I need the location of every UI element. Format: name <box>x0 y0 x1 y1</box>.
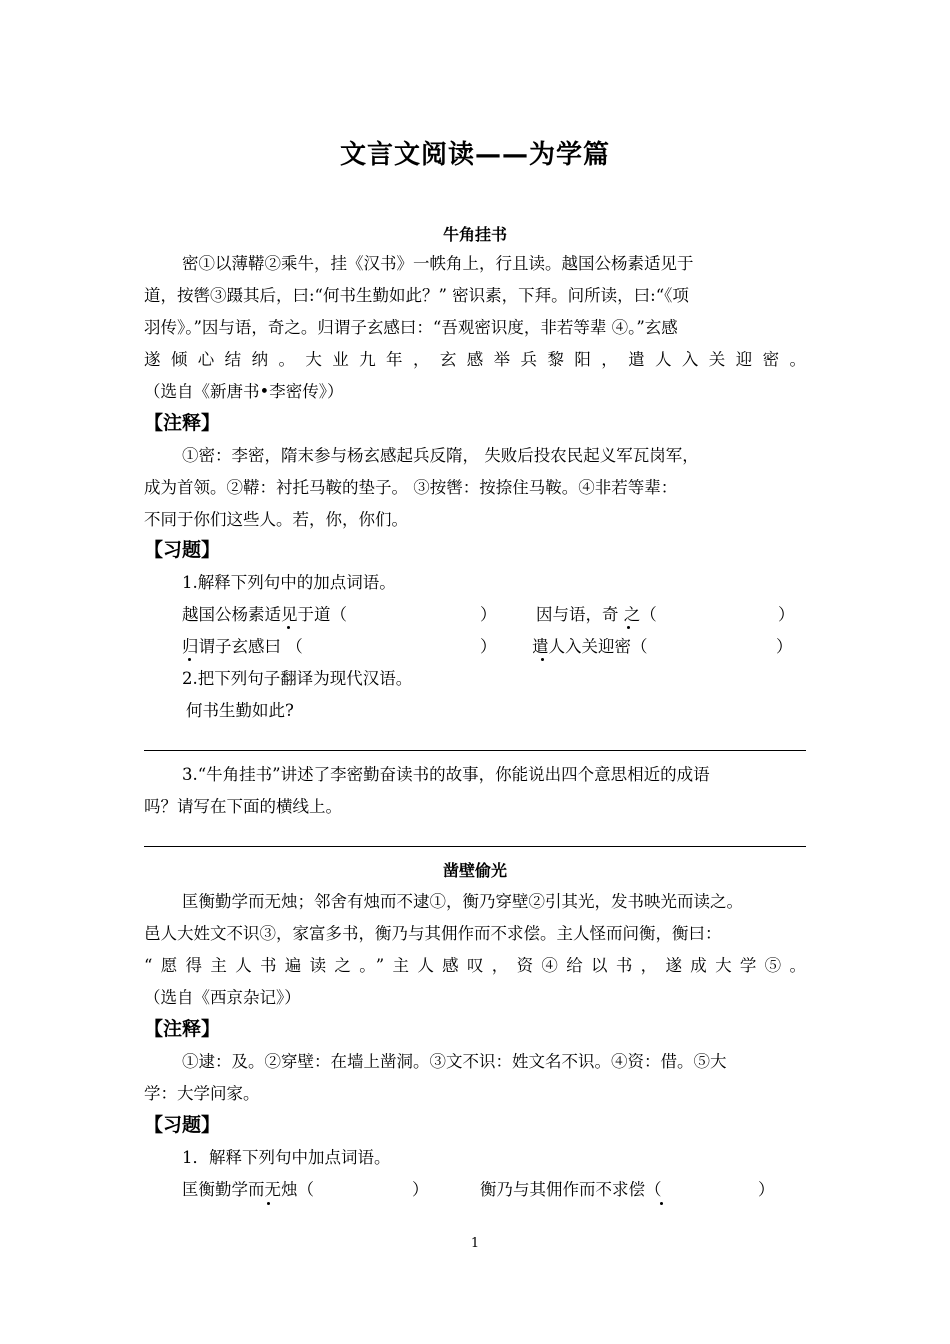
exercise-heading: 【习题】 <box>144 539 221 561</box>
question-1: 1.解释下列句中的加点词语。 <box>182 573 396 592</box>
exercise-heading: 【习题】 <box>144 1114 221 1136</box>
section-title-zaobitouguang: 凿壁偷光 <box>442 861 507 880</box>
passage-line: 遂倾心结纳。大业九年，玄感举兵黎阳，遣人入关迎密。 <box>144 350 806 369</box>
emphasis-dot <box>541 658 544 661</box>
answer-line[interactable] <box>144 750 806 751</box>
question-1: 1．解释下列句中加点词语。 <box>182 1148 391 1167</box>
question-3: 3.“牛角挂书”讲述了李密勤奋读书的故事，你能说出四个意思相近的成语 <box>182 765 710 784</box>
notes-heading: 【注释】 <box>144 412 221 434</box>
note-line: ①逮：及。②穿壁：在墙上凿洞。③文不识：姓文名不识。④资：借。⑤大 <box>182 1052 727 1071</box>
q1-item: 衡乃与其佣作而不求偿（ <box>480 1180 662 1199</box>
source-citation: （选自《西京杂记》） <box>144 988 301 1007</box>
q1-item: 匡衡勤学而无烛（ <box>182 1180 314 1199</box>
passage-line: 羽传》。”因与语，奇之。归谓子玄感曰：“吾观密识度，非若等辈 ④。”玄感 <box>144 318 678 337</box>
note-line: 学：大学问家。 <box>144 1084 260 1103</box>
page-number: 1 <box>470 1236 480 1251</box>
section-title-niujiaoguashu: 牛角挂书 <box>442 225 507 244</box>
note-line: 不同于你们这些人。若，你，你们。 <box>144 510 408 529</box>
emphasis-dot <box>660 1202 663 1205</box>
emphasis-dot <box>188 658 191 661</box>
passage-line: 道，按辔③蹑其后，曰:“何书生勤如此？” 密识素，下拜。问所读，曰:“《项 <box>144 286 689 305</box>
q1-item-close: ） <box>776 637 793 656</box>
note-line: 成为首领。②鞯：衬托马鞍的垫子。 ③按辔：按捺住马鞍。④非若等辈： <box>144 478 678 497</box>
note-line: ①密：李密，隋末参与杨玄感起兵反隋， 失败后投农民起义军瓦岗军， <box>182 446 699 465</box>
q1-item: 遣人入关迎密（ <box>532 637 648 656</box>
q1-item-close: ） <box>480 605 497 624</box>
page-title: 文言文阅读——为学篇 <box>339 140 610 170</box>
q1-item-close: ） <box>758 1180 775 1199</box>
q1-item: 因与语，奇 之（ <box>536 605 657 624</box>
answer-line[interactable] <box>144 846 806 847</box>
q1-item-close: ） <box>778 605 795 624</box>
emphasis-dot <box>267 1202 270 1205</box>
notes-heading: 【注释】 <box>144 1018 221 1040</box>
question-3-cont: 吗？请写在下面的横线上。 <box>144 797 342 816</box>
q1-item-close: ） <box>412 1180 429 1199</box>
emphasis-dot <box>627 626 630 629</box>
q1-item: 越国公杨素适见于道（ <box>182 605 347 624</box>
q1-item-close: ） <box>480 637 497 656</box>
passage-line: 密①以薄鞯②乘牛，挂《汉书》一帙角上，行且读。越国公杨素适见于 <box>182 254 694 273</box>
question-2: 2.把下列句子翻译为现代汉语。 <box>182 669 413 688</box>
passage-line: 匡衡勤学而无烛；邻舍有烛而不逮①，衡乃穿壁②引其光，发书映光而读之。 <box>182 892 743 911</box>
emphasis-dot <box>287 626 290 629</box>
q1-item: 归谓子玄感曰 （ <box>182 637 303 656</box>
passage-line: 邑人大姓文不识③，家富多书，衡乃与其佣作而不求偿。主人怪而问衡，衡曰： <box>144 924 722 943</box>
passage-line: “愿得主人书遍读之。”主人感叹，资④给以书，遂成大学⑤。 <box>144 956 806 975</box>
source-citation: （选自《新唐书•李密传》） <box>144 382 344 401</box>
translation-sentence: 何书生勤如此? <box>186 701 294 720</box>
